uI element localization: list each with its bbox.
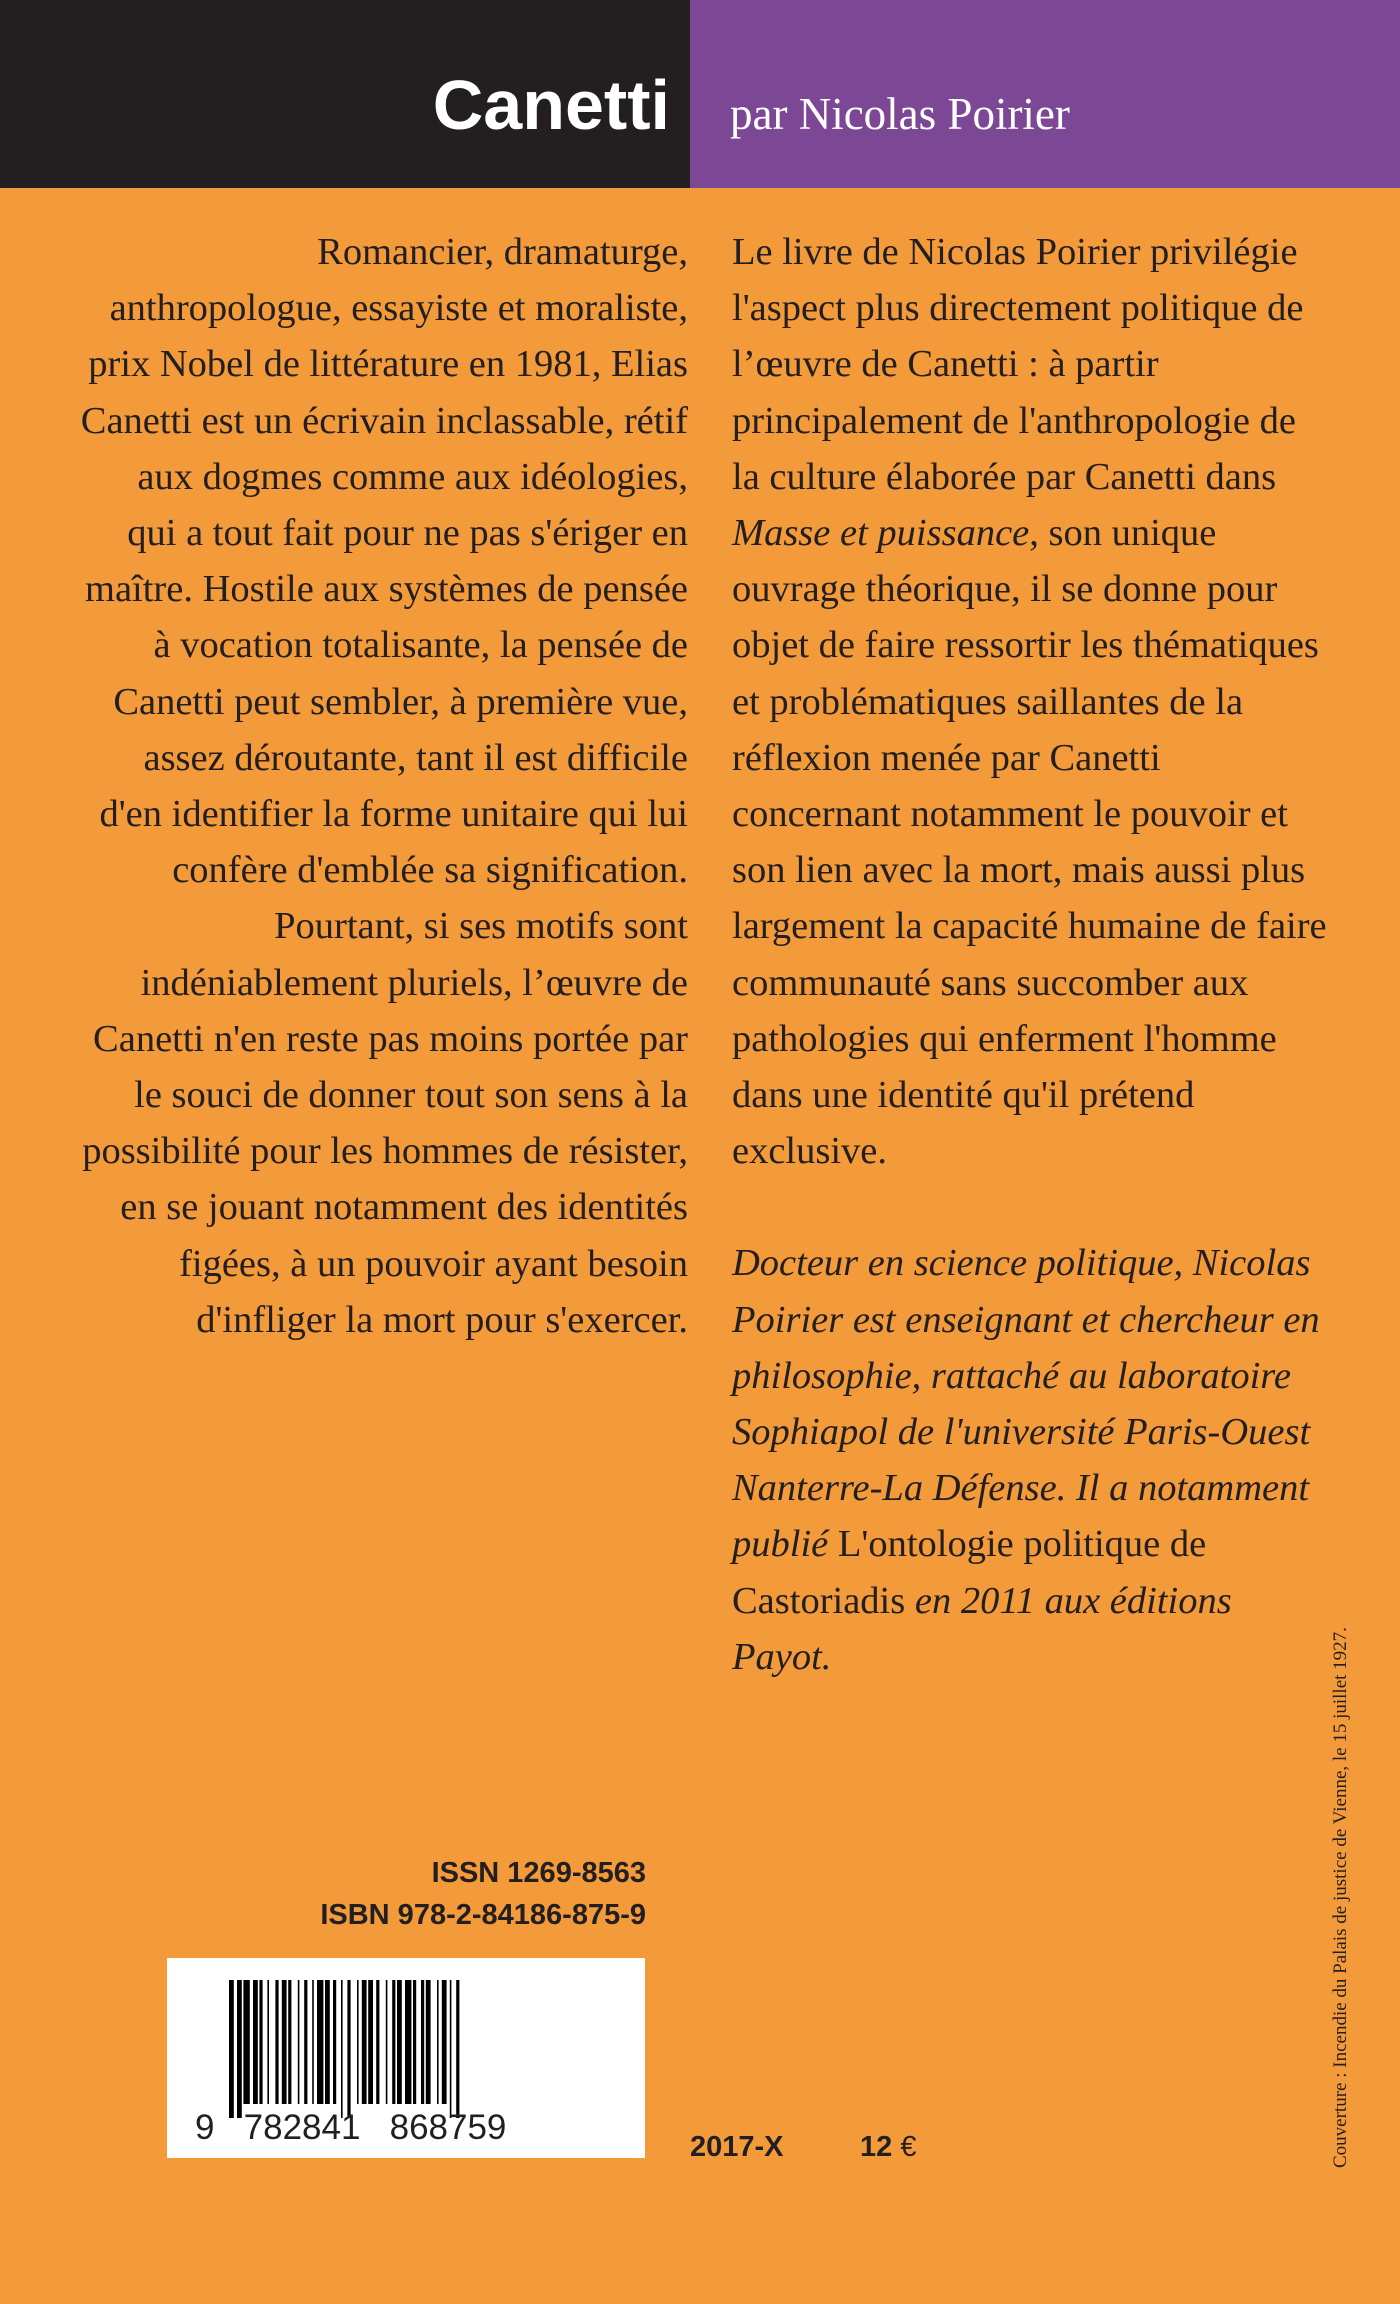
barcode-bar	[450, 1980, 452, 2118]
barcode-bar	[347, 1980, 350, 2118]
price	[860, 2127, 916, 2167]
barcode-bar	[267, 1980, 269, 2104]
author-bio-intro: Docteur en science politique, Nicolas Poirier est enseignant et chercheur en philosophie, rattaché au laboratoire Sophiapol de l'université Paris-Ouest Nanterre-La Défense. Il a notamment publié	[732, 1242, 1320, 1566]
barcode-bar	[253, 1980, 258, 2104]
barcode-bar	[243, 1980, 249, 2104]
isbn-label: ISBN 978-2-84186-875-9	[320, 1899, 646, 1931]
barcode-bar	[368, 1980, 373, 2104]
euro-icon: €	[900, 2131, 917, 2163]
header-title-band	[0, 0, 690, 188]
barcode-bar	[357, 1980, 359, 2104]
author-bio	[732, 1235, 1332, 1685]
barcode-bar	[282, 1980, 287, 2104]
description-text-before: Le livre de Nicolas Poirier privilégie l'aspect plus directement politique de l’œuvre de Canetti : à partir principalement de l'anthropologie de la culture élaborée par Canetti dans	[732, 231, 1304, 498]
synopsis-paragraph: Romancier, dramaturge, anthropologue, essayiste et moraliste, prix Nobel de littérature en 1981, Elias Canetti est un écrivain inclassable, rétif aux dogmes comme aux idéologies, qui a tout fait pour ne pas s'ériger en maître. Hostile aux systèmes de pensée à vocation totalisante, la pensée de Canetti peut sembler, à première vue, assez déroutante, tant il est difficile d'en identifier la forme unitaire qui lui confère d'emblée sa signification. Pourtant, si ses motifs sont indéniablement pluriels, l’œuvre de Canetti n'en reste pas moins portée par le souci de donner tout son sens à la possibilité pour les hommes de résister, en se jouant notamment des identités figées, à un pouvoir ayant besoin d'infliger la mort pour s'exercer.	[80, 231, 688, 1341]
series-code: 2017-X	[690, 2131, 784, 2163]
barcode-bar	[456, 1980, 459, 2118]
barcode-bar	[426, 1980, 431, 2104]
issn-label: ISSN 1269-8563	[431, 1857, 646, 1889]
barcode-bar	[259, 1980, 262, 2104]
barcode-bar	[312, 1980, 314, 2104]
barcode-bar	[376, 1980, 379, 2104]
barcode-bar	[362, 1980, 367, 2104]
barcode-bar	[421, 1980, 424, 2104]
description-paragraph	[732, 224, 1332, 1179]
barcode-bar	[275, 1980, 278, 2104]
author-bio-outro: en 2011 aux éditions Payot.	[732, 1579, 1232, 1678]
barcode-bar	[386, 1980, 388, 2104]
barcode-bar	[325, 1980, 330, 2104]
identifier-block	[200, 1852, 646, 1936]
description-column	[732, 224, 1332, 1685]
barcode-bar	[304, 1980, 307, 2104]
barcode	[167, 1958, 645, 2158]
header-author-band	[690, 0, 1400, 188]
barcode-bar	[298, 1980, 300, 2104]
price-value: 12	[860, 2131, 893, 2163]
description-text-after: , son unique ouvrage théorique, il se donne pour objet de faire ressortir les thématiques et problématiques saillantes de la réflexion menée par Canetti concernant notamment le pouvoir et son lien avec la mort, mais aussi plus largement la capacité humaine de faire communauté sans succomber aux pathologies qui enferment l'homme dans une identité qu'il prétend exclusive.	[732, 512, 1327, 1173]
barcode-bar	[397, 1980, 402, 2104]
barcode-bar	[229, 1980, 234, 2118]
synopsis-column	[80, 224, 688, 1348]
barcode-bar	[437, 1980, 439, 2104]
barcode-bar	[288, 1980, 291, 2104]
author-bio-book-title: L'ontologie politique de Castoriadis	[732, 1523, 1207, 1622]
barcode-bar	[442, 1980, 447, 2104]
book-title: Canetti	[432, 66, 670, 144]
barcode-bar	[341, 1980, 343, 2118]
barcode-bar	[413, 1980, 416, 2104]
barcode-bar	[392, 1980, 395, 2104]
barcode-bar	[237, 1980, 242, 2118]
barcode-bar	[333, 1980, 336, 2104]
barcode-digits: 9 782841 868759	[195, 2108, 507, 2147]
book-author: par Nicolas Poirier	[730, 89, 1070, 139]
barcode-bar	[405, 1980, 411, 2104]
description-book-title: Masse et puissance	[732, 512, 1030, 555]
cover-credit: Couverture : Incendie du Palais de justice de Vienne, le 15 juillet 1927.	[1330, 1627, 1351, 2168]
barcode-bar	[317, 1980, 323, 2104]
